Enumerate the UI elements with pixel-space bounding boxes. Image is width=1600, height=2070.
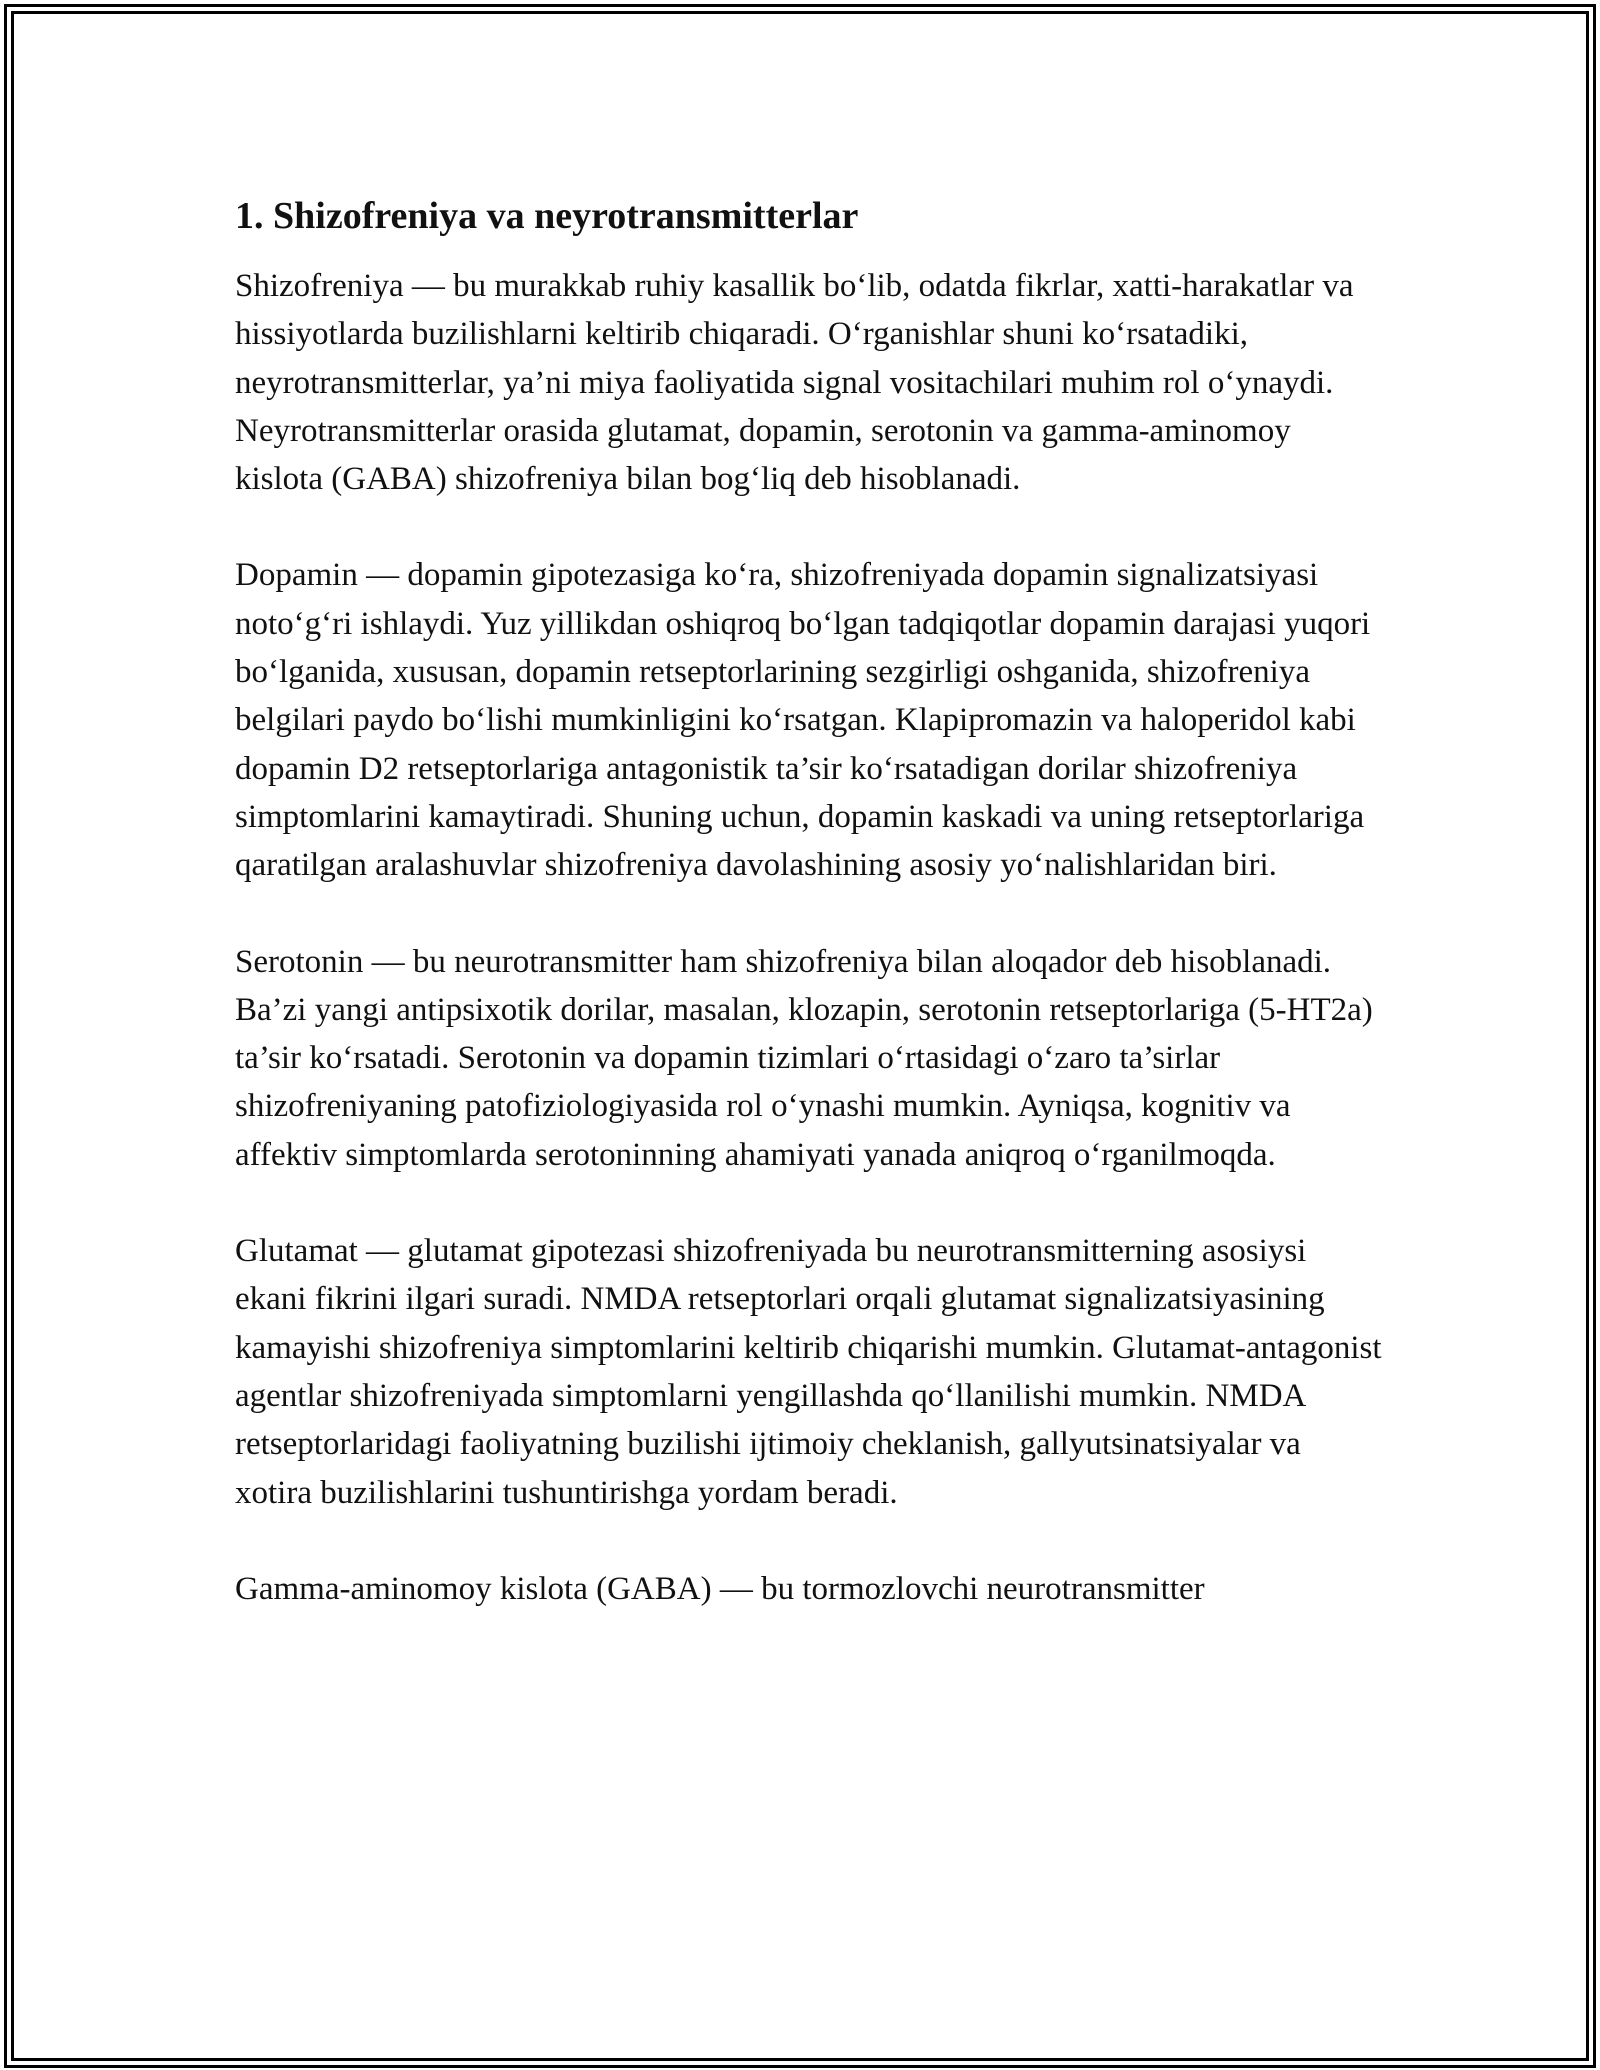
paragraph-glutamate: Glutamat — glutamat gipotezasi shizofreniyada bu neurotransmitterning asosiysi ekani fikrini ilgari suradi. NMDA retseptorlari orqali glutamat signalizatsiyasining kamayishi shizofreniya simptomlarini keltirib chiqarishi mumkin. Glutamat-antagonist agentlar shizofreniyada simptomlarni yengillashda qo‘llanilishi mumkin. NMDA retseptorlaridagi faoliyatning buzilishi ijtimoiy cheklanish, gallyutsinatsiyalar va xotira buzilishlarini tushuntirishga yordam beradi.	[235, 1233, 1382, 1511]
paragraph-serotonin: Serotonin — bu neurotransmitter ham shizofreniya bilan aloqador deb hisoblanadi. Ba’zi yangi antipsixotik dorilar, masalan, klozapin, serotonin retseptorlariga (5-HT2a) ta’sir ko‘rsatadi. Serotonin va dopamin tizimlari o‘rtasidagi o‘zaro ta’sirlar shizofreniyaning patofiziologiyasida rol o‘ynashi mumkin. Ayniqsa, kognitiv va affektiv simptomlarda serotoninning ahamiyati yanada aniqroq o‘rganilmoqda.	[235, 943, 1373, 1173]
paragraph-dopamine: Dopamin — dopamin gipotezasiga ko‘ra, shizofreniyada dopamin signalizatsiyasi noto‘g‘ri ishlaydi. Yuz yillikdan oshiqroq bo‘lgan tadqiqotlar dopamin darajasi yuqori bo‘lganida, xususan, dopamin retseptorlarining sezgirligi oshganida, shizofreniya belgilari paydo bo‘lishi mumkinligini ko‘rsatgan. Klapipromazin va haloperidol kabi dopamin D2 retseptorlariga antagonistik ta’sir ko‘rsatadigan dorilar shizofreniya simptomlarini kamaytiradi. Shuning uchun, dopamin kaskadi va uning retseptorlariga qaratilgan aralashuvlar shizofreniya davolashining asosiy yo‘nalishlaridan biri.	[235, 557, 1371, 884]
paragraph-intro: Shizofreniya — bu murakkab ruhiy kasallik bo‘lib, odatda fikrlar, xatti-harakatlar va hissiyotlarda buzilishlarni keltirib chiqaradi. O‘rganishlar shuni ko‘rsatadiki, neyrotransmitterlar, ya’ni miya faoliyatida signal vositachilari muhim rol o‘ynaydi. Neyrotransmitterlar orasida glutamat, dopamin, serotonin va gamma-aminomoy kislota (GABA) shizofreniya bilan bog‘liq deb hisoblanadi.	[235, 268, 1354, 498]
section-heading: 1. Shizofreniya va neyrotransmitterlar	[235, 195, 859, 237]
paragraph-gaba: Gamma-aminomoy kislota (GABA) — bu tormozlovchi neurotransmitter	[235, 1570, 1205, 1607]
document-body	[235, 188, 1385, 1661]
